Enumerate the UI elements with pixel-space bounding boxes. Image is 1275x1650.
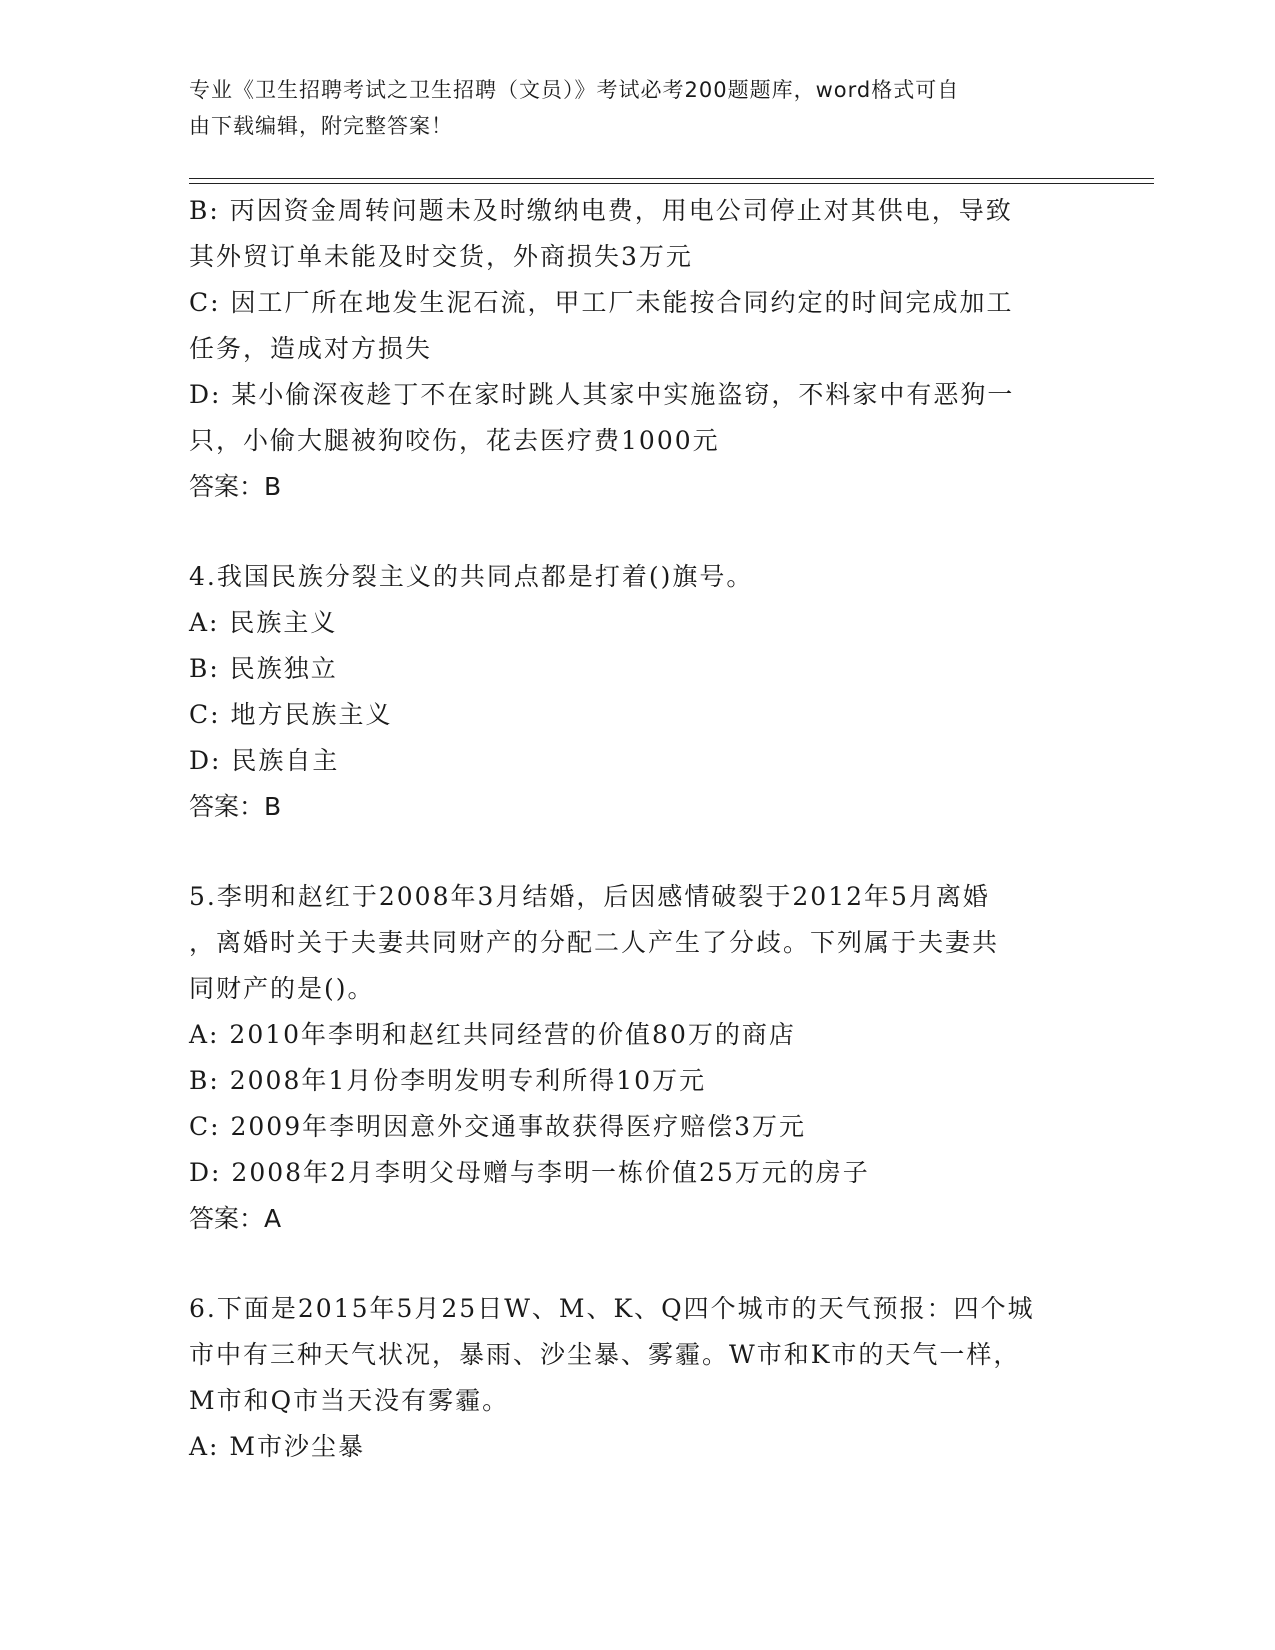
q3-option-c-line-2: 任务，造成对方损失 [189,334,433,363]
q4-option-d: D: 民族自主 [189,746,340,775]
q5-stem-line-3: 同财产的是()。 [189,974,375,1003]
q5-option-d: D: 2008年2月李明父母赠与李明一栋价值25万元的房子 [189,1158,870,1187]
q5-option-b: B: 2008年1月份李明发明专利所得10万元 [189,1066,707,1095]
q3-option-b-line-2: 其外贸订单未能及时交货，外商损失3万元 [189,242,693,271]
q5-option-a: A: 2010年李明和赵红共同经营的价值80万的商店 [189,1020,796,1049]
q4-answer: 答案：B [189,792,282,821]
header-divider-top [189,178,1154,179]
document-body [189,188,1079,1470]
q6-stem-line-1: 6.下面是2015年5月25日W、M、K、Q四个城市的天气预报：四个城 [189,1294,1035,1323]
q5-stem-line-2: ，离婚时关于夫妻共同财产的分配二人产生了分歧。下列属于夫妻共 [189,928,1000,957]
q5-stem-line-1: 5.李明和赵红于2008年3月结婚，后因感情破裂于2012年5月离婚 [189,882,990,911]
q4-option-c: C: 地方民族主义 [189,700,393,729]
spacer [189,510,1079,554]
q3-option-c-line-1: C: 因工厂所在地发生泥石流，甲工厂未能按合同约定的时间完成加工 [189,288,1014,317]
q5-answer: 答案：A [189,1204,282,1233]
header-line-2: 由下载编辑，附完整答案！ [189,114,453,138]
q3-option-d-line-1: D: 某小偷深夜趁丁不在家时跳人其家中实施盗窃，不料家中有恶狗一 [189,380,1015,409]
header-line-1: 专业《卫生招聘考试之卫生招聘（文员）》考试必考200题题库，word格式可自 [189,78,960,102]
q3-option-d-line-2: 只，小偷大腿被狗咬伤，花去医疗费1000元 [189,426,720,455]
q6-option-a: A: M市沙尘暴 [189,1432,366,1461]
q5-option-c: C: 2009年李明因意外交通事故获得医疗赔偿3万元 [189,1112,807,1141]
spacer [189,830,1079,874]
q3-option-b-line-1: B: 丙因资金周转问题未及时缴纳电费，用电公司停止对其供电，导致 [189,196,1013,225]
q4-stem: 4.我国民族分裂主义的共同点都是打着()旗号。 [189,562,754,591]
q3-answer: 答案：B [189,472,282,501]
q4-option-a: A: 民族主义 [189,608,338,637]
spacer [189,1242,1079,1286]
q6-stem-line-2: 市中有三种天气状况，暴雨、沙尘暴、雾霾。W市和K市的天气一样， [189,1340,1021,1369]
header-divider-bottom [189,183,1154,184]
q6-stem-line-3: M市和Q市当天没有雾霾。 [189,1386,510,1415]
q4-option-b: B: 民族独立 [189,654,338,683]
document-header [189,72,1069,144]
